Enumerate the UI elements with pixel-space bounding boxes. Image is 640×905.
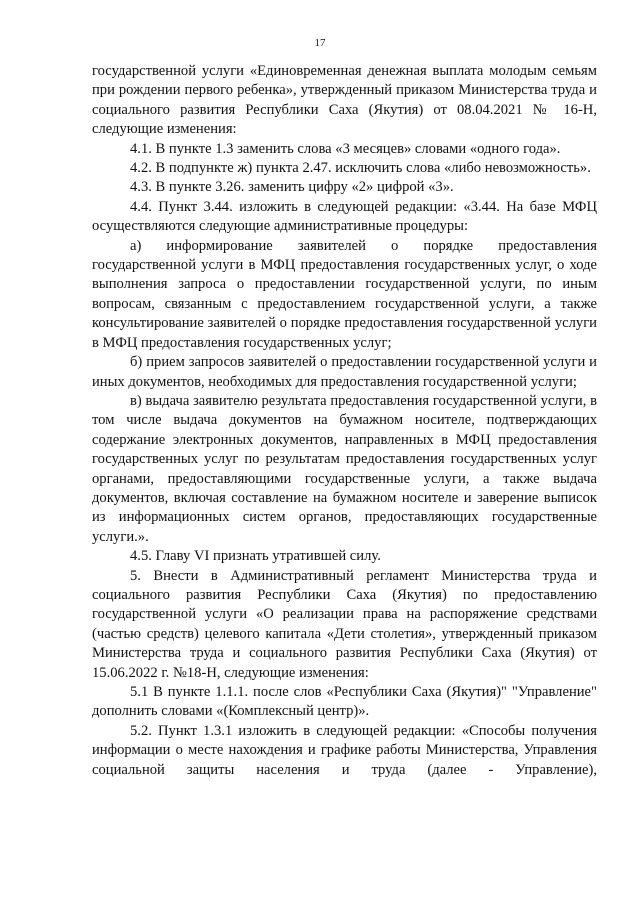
paragraph-5-1: 5.1 В пункте 1.1.1. после слов «Республики Саха (Якутия)" "Управление" дополнить словами «(Комплексный центр)». — [92, 684, 597, 720]
paragraph-intro-continuation: государственной услуги «Единовременная денежная выплата молодым семьям при рождении первого ребенка», утвержденный приказом Министерства труда и социального развития Республики Саха (Якутия) от 08.04.2021 № 16-Н, следующие изменения: — [92, 63, 597, 138]
paragraph-5: 5. Внести в Административный регламент Министерства труда и социального развития Республики Саха (Якутия) по предоставлению государственной услуги «О реализации права на распоряжение средствами (частью средств) целевого капитала «Дети столетия», утвержденный приказом Министерства труда и социального развития Республики Саха (Якутия) от 15.06.2022 г. №18-Н, следующие изменения: — [92, 567, 597, 681]
paragraph-4-4-a: а) информирование заявителей о порядке предоставления государственной услуги в МФЦ предоставления государственных услуг, о ходе выполнения запроса о предоставлении государственной услуги, по иным вопросам, связанным с предоставлением государственной услуги, а также консультирование заявителей о порядке предоставления государственной услуги в МФЦ предоставления государственных услуг; — [92, 237, 597, 351]
paragraph-4-4: 4.4. Пункт 3.44. изложить в следующей редакции: «3.44. На базе МФЦ осуществляются следующие административные процедуры: — [92, 198, 597, 235]
paragraph-5-2: 5.2. Пункт 1.3.1 изложить в следующей редакции: «Способы получения информации о месте нахождения и графике работы Министерства, Управления социальной защиты населения и труда (далее - Управление), — [92, 722, 597, 778]
paragraph-4-4-b: б) прием запросов заявителей о предоставлении государственной услуги и иных документов, необходимых для предоставления государственной услуги; — [92, 354, 597, 390]
page-number: 17 — [314, 37, 326, 49]
document-body — [92, 62, 597, 780]
paragraph-4-3: 4.3. В пункте 3.26. заменить цифру «2» цифрой «3». — [130, 179, 454, 196]
paragraph-4-5: 4.5. Главу VI признать утратившей силу. — [130, 548, 381, 565]
paragraph-4-1: 4.1. В пункте 1.3 заменить слова «3 месяцев» словами «одного года». — [130, 140, 561, 157]
paragraph-4-4-v: в) выдача заявителю результата предоставления государственной услуги, в том числе выдача документов на бумажном носителе, подтверждающих содержание электронных документов, направленных в МФЦ предоставления государственных услуг по результатам предоставления государственных услуг органами, предоставляющими государственные услуги, а также выдача документов, включая составление на бумажном носителе и заверение выписок из информационных систем органов, предоставляющих государственные услуги.». — [92, 392, 597, 545]
paragraph-4-2: 4.2. В подпункте ж) пункта 2.47. исключить слова «либо невозможность». — [130, 160, 591, 177]
